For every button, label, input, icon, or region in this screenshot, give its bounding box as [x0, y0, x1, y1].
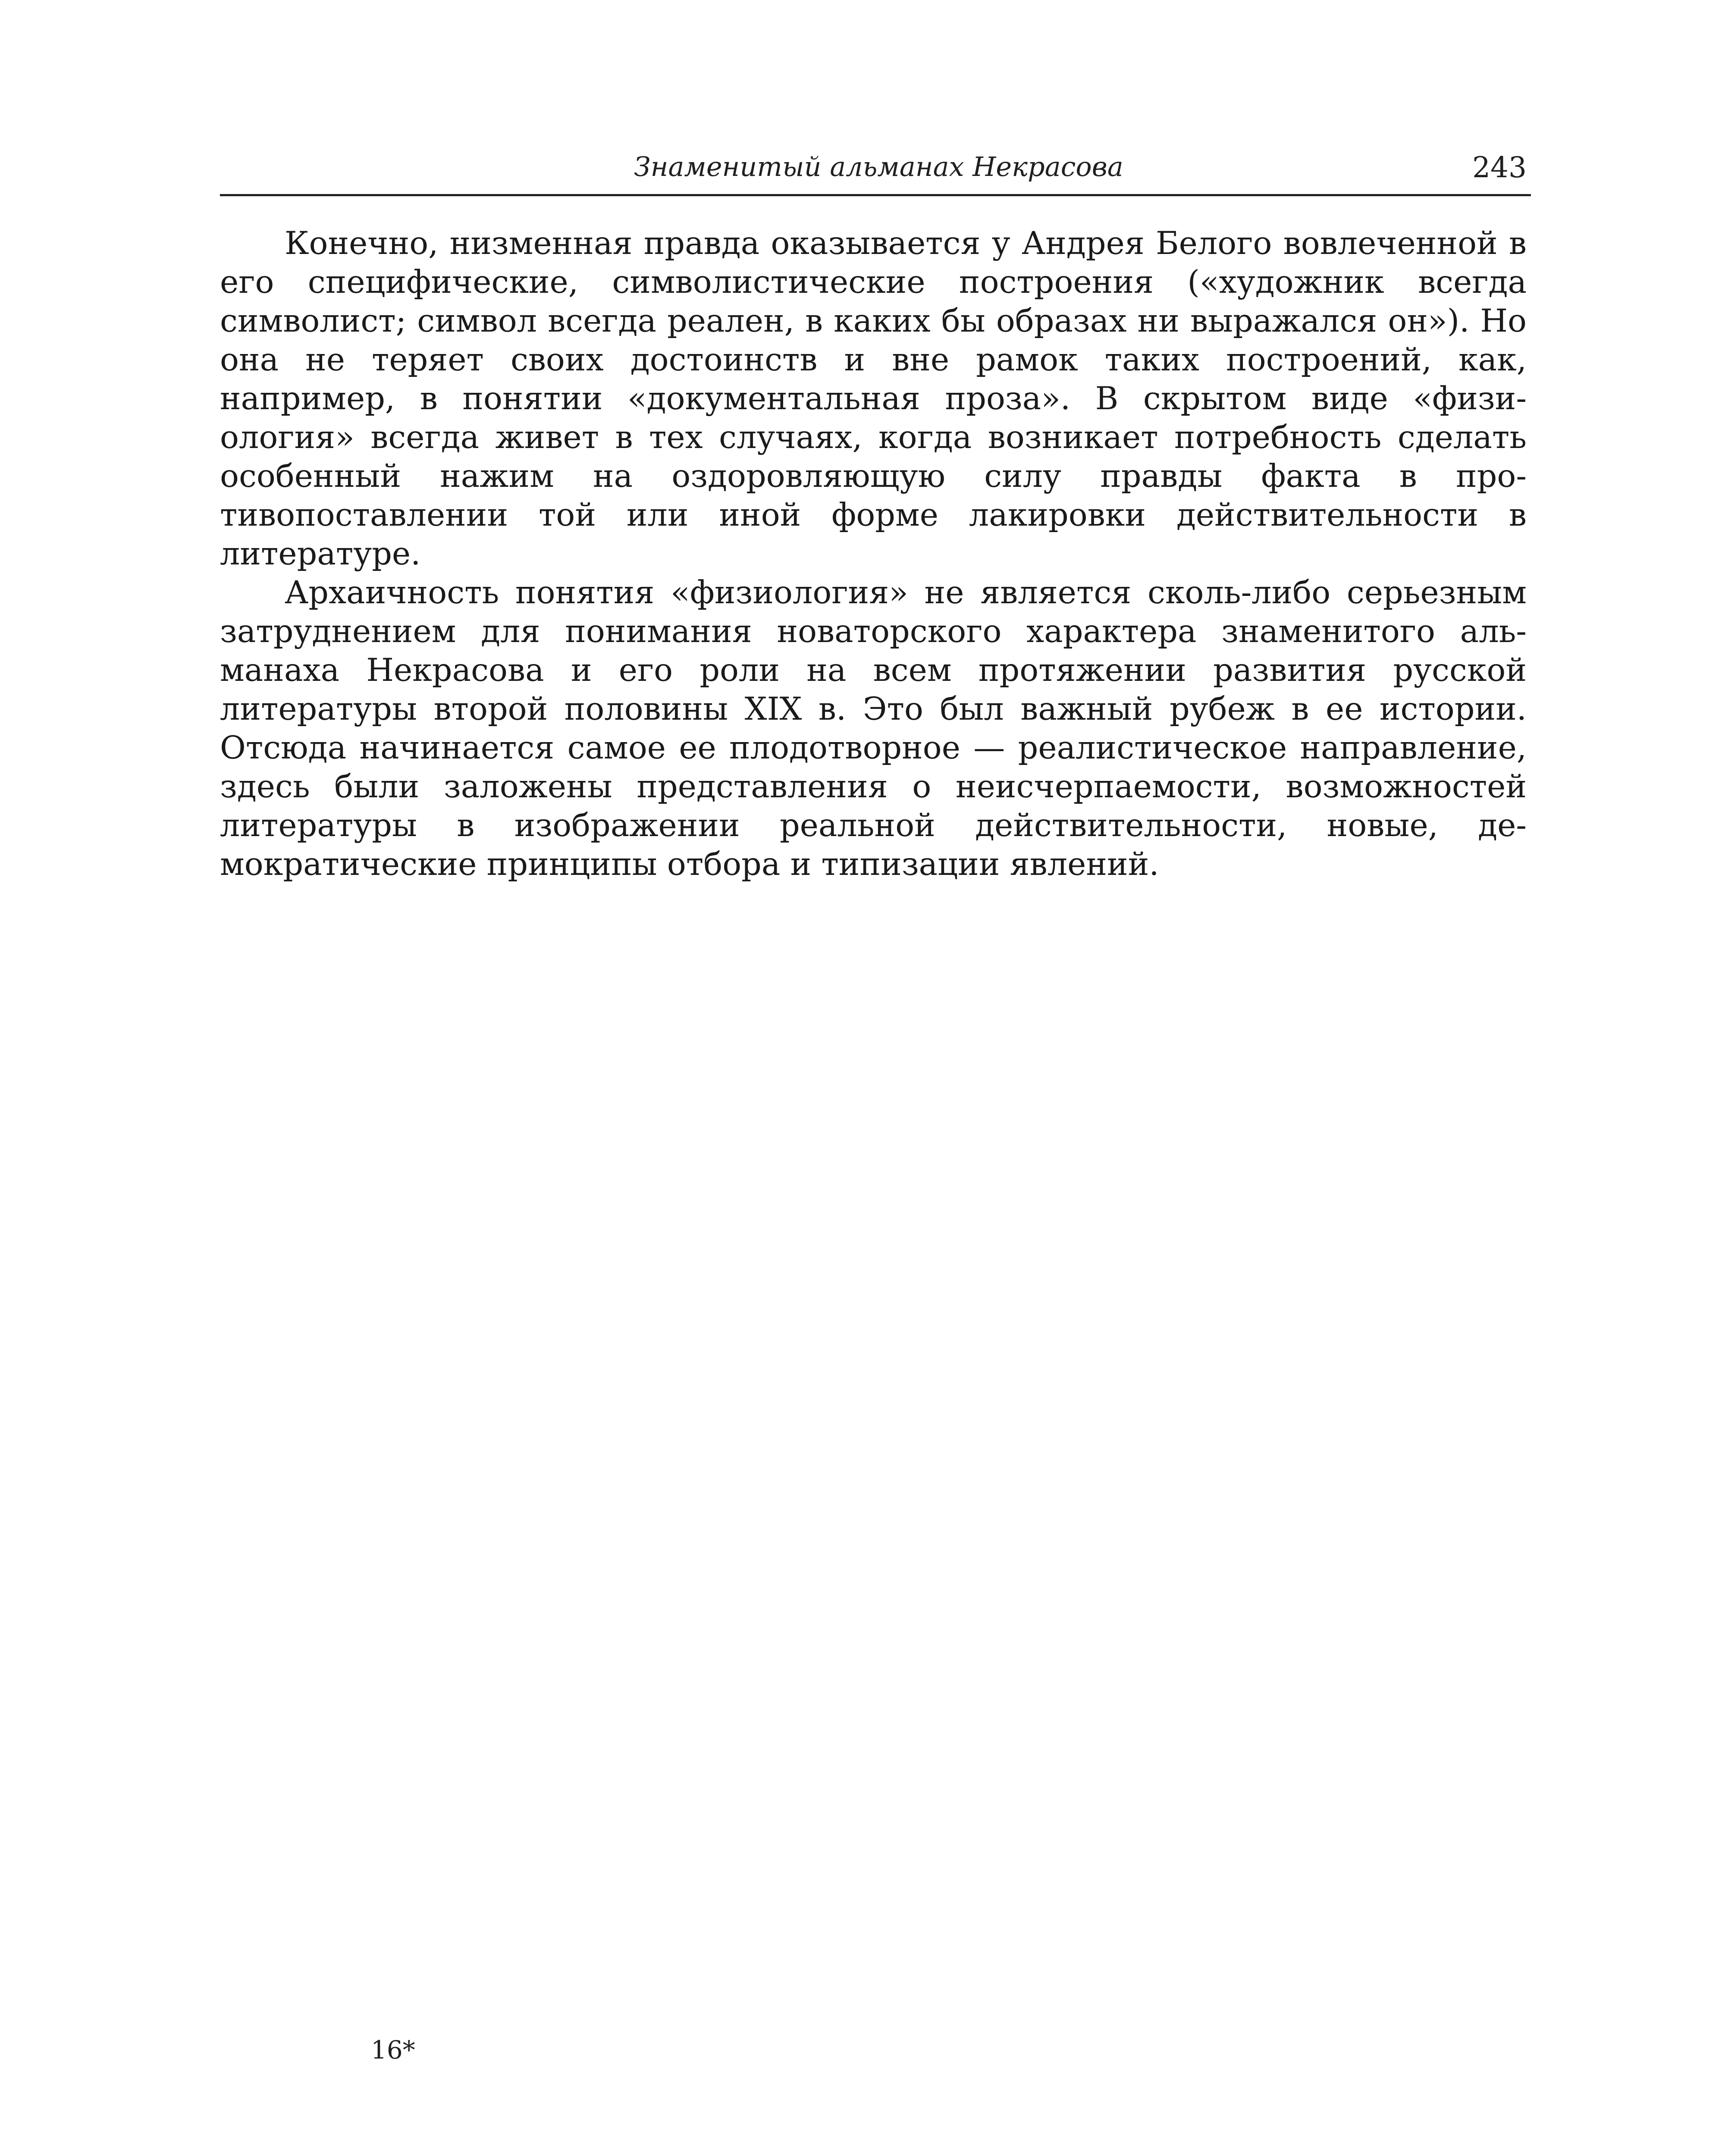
- body-text: [220, 224, 1527, 884]
- page-number: 243: [1472, 151, 1527, 184]
- signature-mark: 16*: [371, 2035, 415, 2065]
- paragraph: Архаичность понятия «физиология» не является сколь-либо серьезным затруднением для понимания новаторского характера знаменитого альманаха Некрасова и его роли на всем протяжении развития русской литературы второй половины XIX в. Это был важный рубеж в ее истории. Отсюда начинается самое ее плодотворное — реалистическое направление, здесь были заложены представления о неисчерпаемости, возможностей литературы в изображении реальной действительности, новые, демократические принципы отбора и типизации явлений.: [220, 574, 1527, 883]
- running-title: Знаменитый альманах Некрасова: [634, 151, 1123, 182]
- paragraph: Конечно, низменная правда оказывается у Андрея Белого вовлеченной в его специфические, символистические построения («художник всегда символист; символ всегда реален, в каких бы образах ни выражался он»). Но она не теряет своих достоинств и вне рамок таких построений, как, например, в понятии «документальная проза». В скрытом виде «физиология» всегда живет в тех случаях, когда возникает потребность сделать особенный нажим на оздоровляющую силу правды факта в противопоставлении той или иной форме лакировки действительности в литературе.: [220, 225, 1527, 572]
- page-header: [220, 147, 1531, 196]
